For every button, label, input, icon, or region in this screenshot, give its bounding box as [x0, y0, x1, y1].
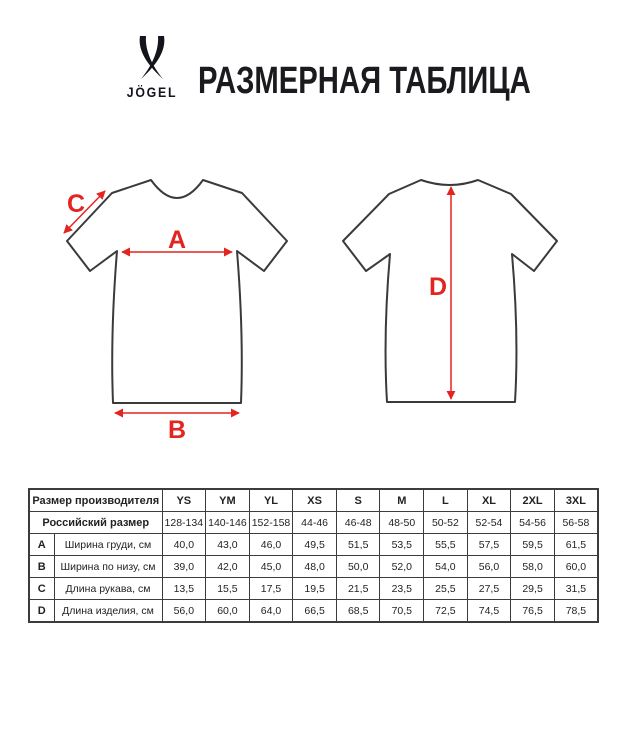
row-parameter: Ширина груди, см: [54, 534, 162, 556]
size-col-header: YM: [206, 489, 250, 512]
value-cell: 48,0: [293, 556, 337, 578]
value-cell: 74,5: [467, 600, 511, 623]
row-parameter: Длина рукава, см: [54, 578, 162, 600]
manufacturer-size-label: Размер производителя: [29, 489, 162, 512]
value-cell: 13,5: [162, 578, 206, 600]
table-row-sleeve-length: [29, 578, 598, 600]
size-col-header: M: [380, 489, 424, 512]
size-col-header: YS: [162, 489, 206, 512]
jogel-icon: [135, 36, 169, 81]
value-cell: 45,0: [249, 556, 293, 578]
russian-size-cell: 128-134: [162, 512, 206, 534]
value-cell: 56,0: [162, 600, 206, 623]
size-col-header: 2XL: [511, 489, 555, 512]
value-cell: 55,5: [424, 534, 468, 556]
row-letter: C: [29, 578, 54, 600]
value-cell: 31,5: [554, 578, 598, 600]
page-title: РАЗМЕРНАЯ ТАБЛИЦА: [198, 60, 531, 102]
russian-size-cell: 54-56: [511, 512, 555, 534]
value-cell: 68,5: [336, 600, 380, 623]
size-col-header: S: [336, 489, 380, 512]
row-letter: A: [29, 534, 54, 556]
size-col-header: 3XL: [554, 489, 598, 512]
table-row-bottom-width: [29, 556, 598, 578]
value-cell: 72,5: [424, 600, 468, 623]
value-cell: 58,0: [511, 556, 555, 578]
value-cell: 57,5: [467, 534, 511, 556]
value-cell: 25,5: [424, 578, 468, 600]
value-cell: 78,5: [554, 600, 598, 623]
value-cell: 66,5: [293, 600, 337, 623]
value-cell: 70,5: [380, 600, 424, 623]
brand-logo: [114, 36, 190, 100]
manufacturer-size-row: [29, 489, 598, 512]
size-col-header: XL: [467, 489, 511, 512]
value-cell: 29,5: [511, 578, 555, 600]
value-cell: 51,5: [336, 534, 380, 556]
measure-label-d: D: [428, 273, 447, 301]
value-cell: 52,0: [380, 556, 424, 578]
size-col-header: XS: [293, 489, 337, 512]
russian-size-row: [29, 512, 598, 534]
measurement-diagrams: [0, 160, 624, 460]
row-letter: D: [29, 600, 54, 623]
value-cell: 17,5: [249, 578, 293, 600]
value-cell: 60,0: [554, 556, 598, 578]
size-col-header: L: [424, 489, 468, 512]
russian-size-cell: 152-158: [249, 512, 293, 534]
value-cell: 53,5: [380, 534, 424, 556]
value-cell: 15,5: [206, 578, 250, 600]
measure-label-c: C: [66, 190, 86, 218]
brand-name: JÖGEL: [126, 84, 178, 100]
measure-label-b: B: [167, 416, 187, 444]
russian-size-cell: 52-54: [467, 512, 511, 534]
size-table: [28, 488, 599, 623]
value-cell: 76,5: [511, 600, 555, 623]
value-cell: 46,0: [249, 534, 293, 556]
value-cell: 61,5: [554, 534, 598, 556]
tshirt-back-outline: [343, 180, 557, 402]
value-cell: 39,0: [162, 556, 206, 578]
tshirt-front-outline: [67, 180, 287, 403]
value-cell: 42,0: [206, 556, 250, 578]
value-cell: 43,0: [206, 534, 250, 556]
measure-label-a: A: [167, 226, 187, 254]
russian-size-cell: 140-146: [206, 512, 250, 534]
russian-size-cell: 50-52: [424, 512, 468, 534]
value-cell: 27,5: [467, 578, 511, 600]
russian-size-cell: 48-50: [380, 512, 424, 534]
value-cell: 19,5: [293, 578, 337, 600]
value-cell: 59,5: [511, 534, 555, 556]
value-cell: 50,0: [336, 556, 380, 578]
value-cell: 40,0: [162, 534, 206, 556]
value-cell: 56,0: [467, 556, 511, 578]
russian-size-label: Российский размер: [29, 512, 162, 534]
table-row-chest-width: [29, 534, 598, 556]
russian-size-cell: 56-58: [554, 512, 598, 534]
row-parameter: Ширина по низу, см: [54, 556, 162, 578]
value-cell: 64,0: [249, 600, 293, 623]
size-col-header: YL: [249, 489, 293, 512]
value-cell: 60,0: [206, 600, 250, 623]
row-letter: B: [29, 556, 54, 578]
russian-size-cell: 44-46: [293, 512, 337, 534]
row-parameter: Длина изделия, см: [54, 600, 162, 623]
value-cell: 54,0: [424, 556, 468, 578]
russian-size-cell: 46-48: [336, 512, 380, 534]
value-cell: 49,5: [293, 534, 337, 556]
value-cell: 21,5: [336, 578, 380, 600]
value-cell: 23,5: [380, 578, 424, 600]
table-row-garment-length: [29, 600, 598, 623]
